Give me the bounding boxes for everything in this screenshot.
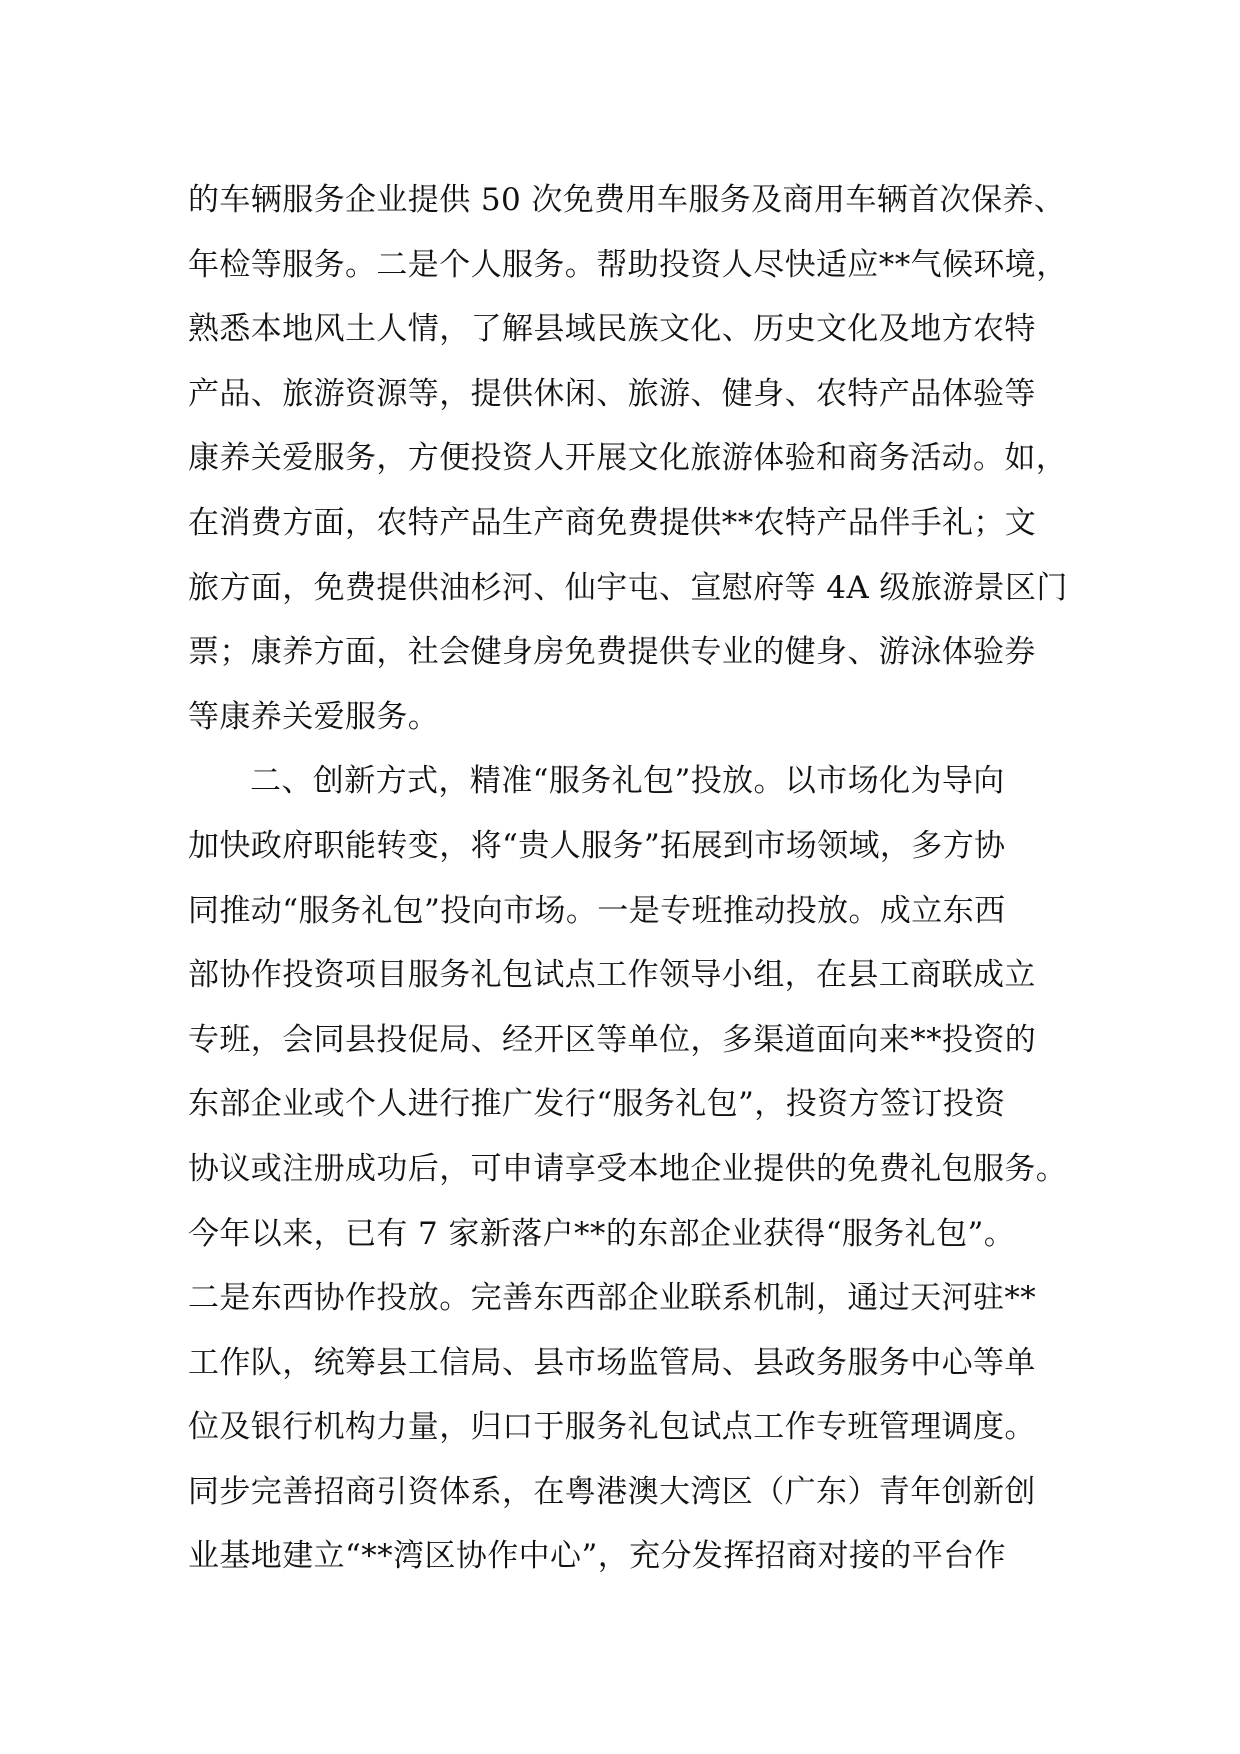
text-line: 同推动“服务礼包”投向市场。一是专班推动投放。成立东西	[188, 892, 1006, 929]
section-heading-line: 二、创新方式，精准“服务礼包”投放。以市场化为导向	[250, 763, 1005, 800]
text-line: 等康养关爱服务。	[188, 698, 440, 735]
text-line: 二是东西协作投放。完善东西部企业联系机制，通过天河驻**	[188, 1280, 1037, 1317]
text-line: 同步完善招商引资体系，在粤港澳大湾区（广东）青年创新创	[188, 1473, 1036, 1510]
text-line: 今年以来，已有 7 家新落户**的东部企业获得“服务礼包”。	[188, 1215, 1016, 1252]
text-line: 工作队，统筹县工信局、县市场监管局、县政务服务中心等单	[188, 1344, 1036, 1381]
text-line: 康养关爱服务，方便投资人开展文化旅游体验和商务活动。如，	[188, 440, 1068, 477]
body-text	[188, 168, 1068, 1589]
text-line: 的车辆服务企业提供 50 次免费用车服务及商用车辆首次保养、	[188, 182, 1066, 218]
text-line: 位及银行机构力量，归口于服务礼包试点工作专班管理调度。	[188, 1409, 1036, 1446]
text-line: 协议或注册成功后，可申请享受本地企业提供的免费礼包服务。	[188, 1150, 1068, 1187]
text-line: 部协作投资项目服务礼包试点工作领导小组，在县工商联成立	[188, 957, 1036, 994]
text-line: 熟悉本地风土人情，了解县域民族文化、历史文化及地方农特	[188, 311, 1036, 348]
text-line: 在消费方面，农特产品生产商免费提供**农特产品伴手礼；文	[188, 504, 1037, 541]
text-line: 业基地建立“**湾区协作中心”，充分发挥招商对接的平台作	[188, 1538, 1006, 1575]
text-line: 旅方面，免费提供油杉河、仙宇屯、宣慰府等 4A 级旅游景区门	[188, 569, 1068, 606]
text-line: 年检等服务。二是个人服务。帮助投资人尽快适应**气候环境，	[188, 246, 1068, 283]
text-line: 加快政府职能转变，将“贵人服务”拓展到市场领域，多方协	[188, 827, 1006, 864]
text-line: 东部企业或个人进行推广发行“服务礼包”，投资方签订投资	[188, 1086, 1006, 1123]
text-line: 产品、旅游资源等，提供休闲、旅游、健身、农特产品体验等	[188, 375, 1036, 412]
text-line: 票；康养方面，社会健身房免费提供专业的健身、游泳体验券	[188, 634, 1036, 671]
text-line: 专班，会同县投促局、经开区等单位，多渠道面向来**投资的	[188, 1021, 1037, 1058]
